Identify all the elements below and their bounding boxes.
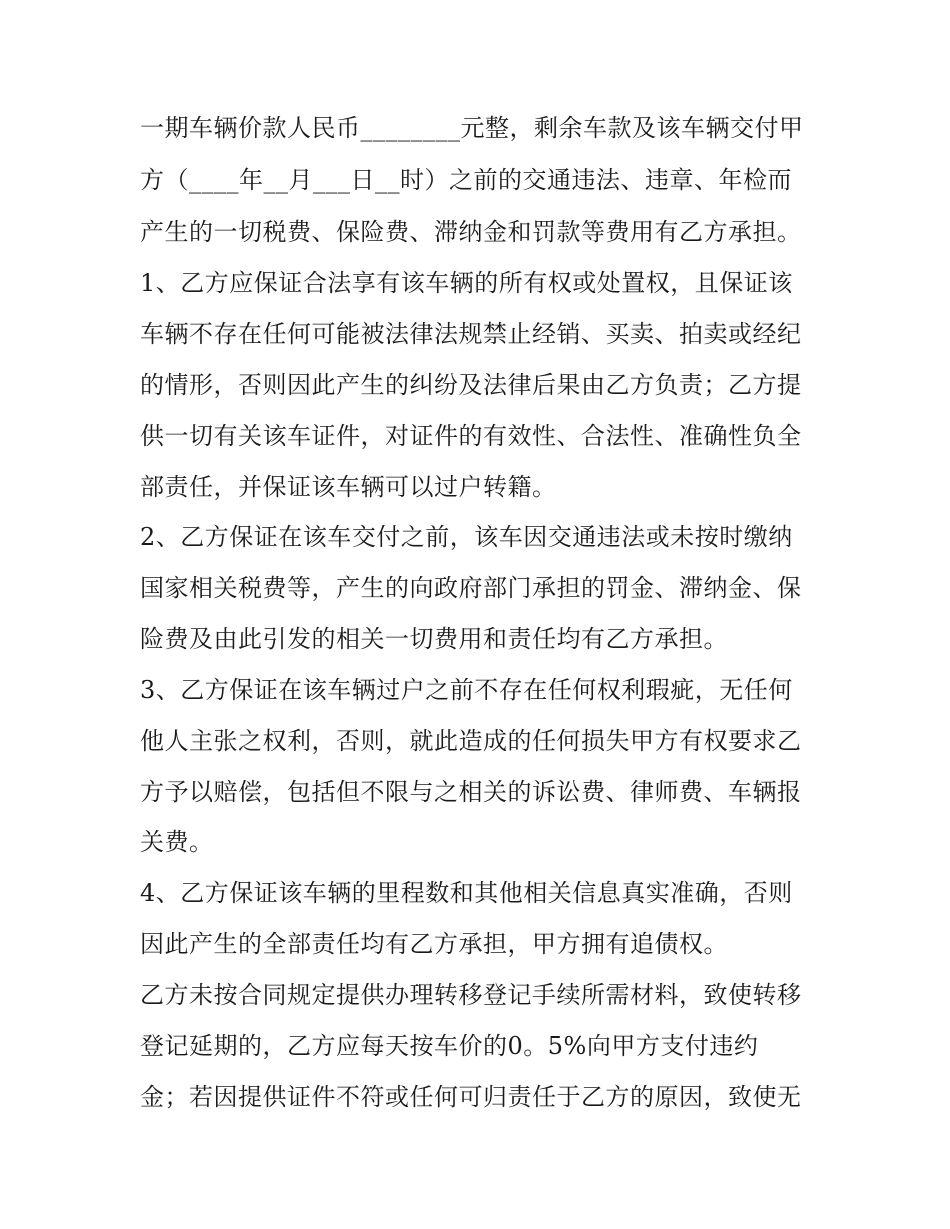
clause-1-line: 的情形，否则因此产生的纠纷及法律后果由乙方负责；乙方提 (140, 371, 802, 399)
clause-4-line: 4、乙方保证该车辆的里程数和其他相关信息真实准确，否则 (140, 879, 793, 907)
penalty-clause-line: 登记延期的，乙方应每天按车价的0。5%向甲方支付违约 (140, 1032, 759, 1060)
clause-2-line: 2、乙方保证在该车交付之前，该车因交通违法或未按时缴纳 (140, 523, 793, 551)
clause-1-line: 部责任，并保证该车辆可以过户转籍。 (140, 473, 557, 501)
clause-4-line: 因此产生的全部责任均有乙方承担，甲方拥有追债权。 (140, 930, 728, 958)
clause-1-line: 供一切有关该车证件，对证件的有效性、合法性、准确性负全 (140, 422, 802, 450)
clause-2-line: 国家相关税费等，产生的向政府部门承担的罚金、滞纳金、保 (140, 574, 802, 602)
clause-2-line: 险费及由此引发的相关一切费用和责任均有乙方承担。 (140, 625, 728, 653)
clause-3-line: 关费。 (140, 828, 214, 856)
clause-3-line: 方予以赔偿，包括但不限与之相关的诉讼费、律师费、车辆报 (140, 778, 802, 806)
penalty-clause-line: 乙方未按合同规定提供办理转移登记手续所需材料，致使转移 (140, 981, 802, 1009)
clause-3-line: 他人主张之权利，否则，就此造成的任何损失甲方有权要求乙 (140, 727, 802, 755)
body-text-line: 产生的一切税费、保险费、滞纳金和罚款等费用有乙方承担。 (140, 218, 802, 246)
body-text-line: 方（____年__月___日__时）之前的交通违法、违章、年检而 (140, 166, 792, 194)
clause-1-line: 车辆不存在任何可能被法律法规禁止经销、买卖、拍卖或经纪 (140, 320, 802, 348)
body-text-line: 一期车辆价款人民币________元整，剩余车款及该车辆交付甲 (140, 114, 804, 142)
clause-1-line: 1、乙方应保证合法享有该车辆的所有权或处置权，且保证该 (140, 269, 793, 297)
clause-3-line: 3、乙方保证在该车辆过户之前不存在任何权利瑕疵，无任何 (140, 676, 793, 704)
penalty-clause-line: 金；若因提供证件不符或任何可归责任于乙方的原因，致使无 (140, 1083, 802, 1111)
